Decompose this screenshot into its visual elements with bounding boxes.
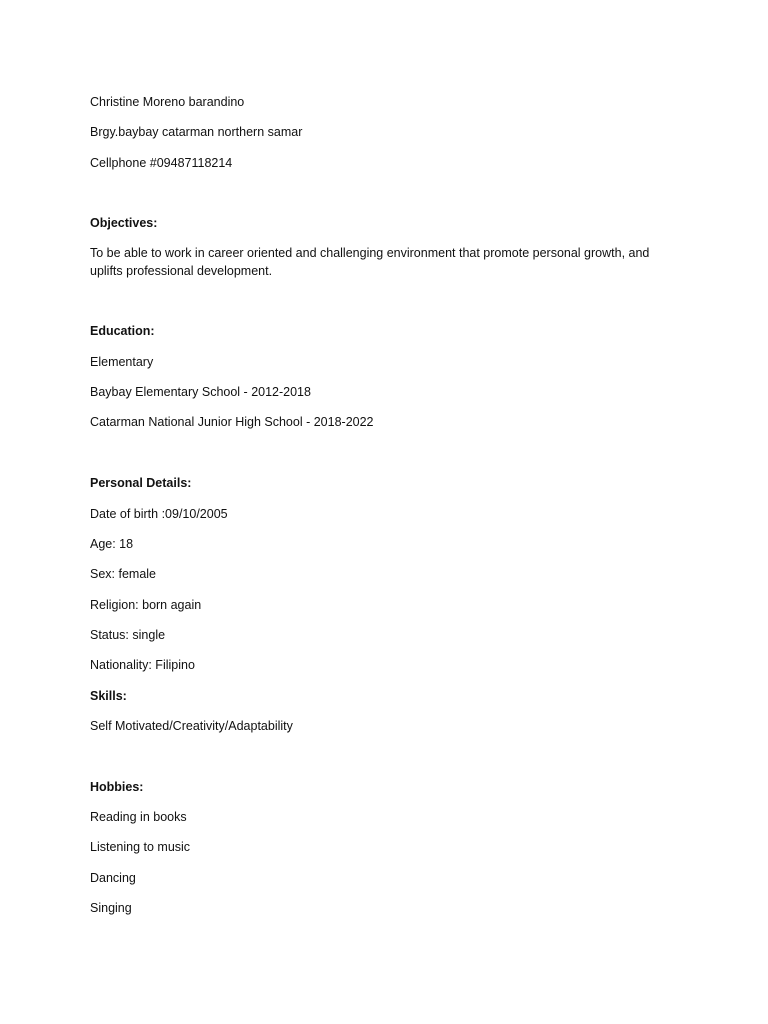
personal-detail-item: Religion: born again (90, 598, 202, 612)
personal-detail-item: Status: single (90, 628, 166, 642)
applicant-address: Brgy.baybay catarman northern samar (90, 125, 303, 139)
applicant-phone: Cellphone #09487118214 (90, 156, 233, 170)
education-heading: Education: (90, 324, 155, 338)
objectives-text-line-1: To be able to work in career oriented and challenging environment that promote personal growth, and (90, 246, 650, 260)
personal-detail-item: Age: 18 (90, 537, 134, 551)
hobby-item: Reading in books (90, 810, 187, 824)
hobby-item: Listening to music (90, 840, 191, 854)
hobby-item: Singing (90, 901, 132, 915)
personal-details-heading: Personal Details: (90, 476, 192, 490)
personal-detail-item: Nationality: Filipino (90, 658, 195, 672)
personal-detail-item: Date of birth :09/10/2005 (90, 507, 228, 521)
objectives-heading: Objectives: (90, 216, 158, 230)
education-item: Elementary (90, 355, 154, 369)
education-item: Catarman National Junior High School - 2018-2022 (90, 415, 374, 429)
skills-text: Self Motivated/Creativity/Adaptability (90, 719, 293, 733)
objectives-text-line-2: uplifts professional development. (90, 264, 273, 278)
skills-heading: Skills: (90, 689, 127, 703)
applicant-name: Christine Moreno barandino (90, 95, 245, 109)
hobbies-heading: Hobbies: (90, 780, 144, 794)
personal-detail-item: Sex: female (90, 567, 157, 581)
hobby-item: Dancing (90, 871, 136, 885)
education-item: Baybay Elementary School - 2012-2018 (90, 385, 311, 399)
